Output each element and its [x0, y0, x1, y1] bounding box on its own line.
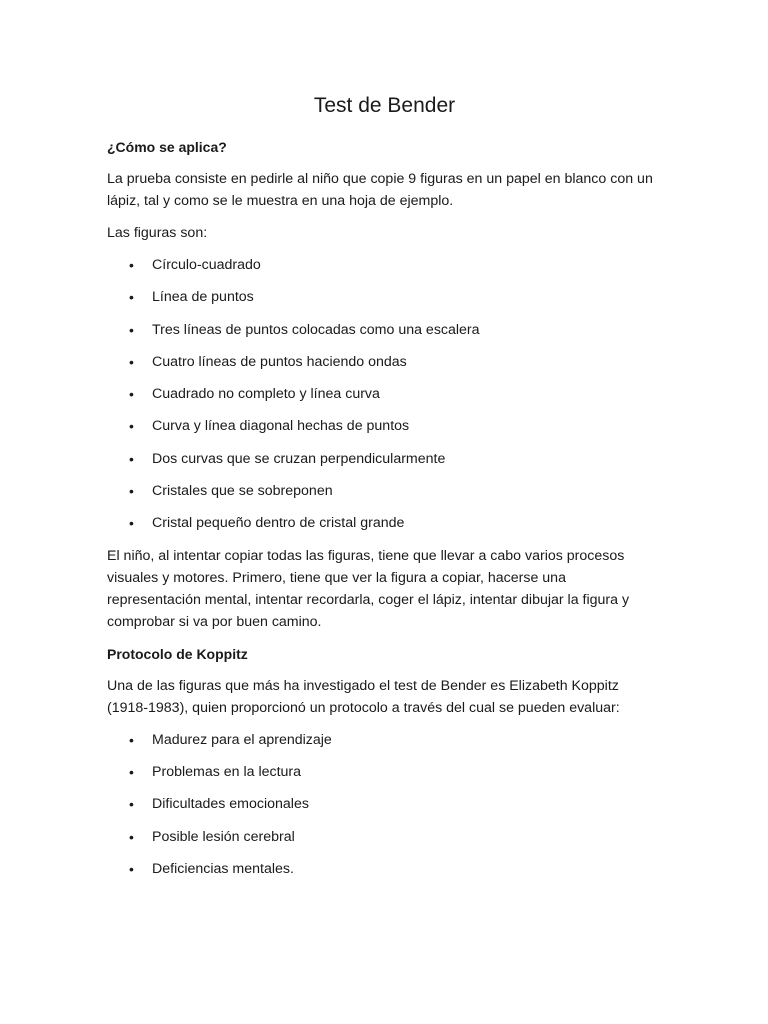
list-item [107, 319, 662, 341]
list-item [107, 286, 662, 308]
section-how-applied [107, 136, 662, 633]
list-item-text: Cuadrado no completo y línea curva [152, 386, 380, 403]
bullet-icon: • [129, 796, 134, 813]
list-item [107, 254, 662, 276]
list-item [107, 351, 662, 373]
list-item-text: Deficiencias mentales. [152, 860, 294, 877]
bullet-icon: • [129, 731, 134, 748]
list-item [107, 448, 662, 470]
paragraph-test-description: La prueba consiste en pedirle al niño que copie 9 figuras en un papel en blanco con un lápiz, tal y como se le muestra en una hoja de ejemplo. [107, 171, 653, 209]
list-item [107, 826, 662, 848]
list-item-text: Posible lesión cerebral [152, 828, 295, 845]
paragraph-figures-intro: Las figuras son: [107, 225, 208, 241]
list-item-text: Círculo-cuadrado [152, 257, 261, 273]
bullet-icon: • [129, 257, 134, 273]
list-item-text: Cristal pequeño dentro de cristal grande [152, 515, 405, 532]
bullet-icon: • [129, 289, 134, 306]
paragraph-koppitz-intro: Una de las figuras que más ha investigado el test de Bender es Elizabeth Koppitz (1918-1983), quien proporcionó un protocolo a través del cual se pueden evaluar: [107, 677, 620, 716]
section-heading-how-applied: ¿Cómo se aplica? [107, 139, 227, 155]
figures-list [107, 254, 662, 534]
list-item-text: Dos curvas que se cruzan perpendicularmente [152, 450, 446, 467]
list-item-text: Dificultades emocionales [152, 796, 309, 813]
bullet-icon: • [129, 418, 134, 435]
paragraph-copy-process: El niño, al intentar copiar todas las figuras, tiene que llevar a cabo varios procesos visuales y motores. Primero, tiene que ver la figura a copiar, hacerse una representación mental, intentar recordarla, coger el lápiz, intentar dibujar la figura y comprobar si va por buen camino. [107, 547, 630, 630]
list-item [107, 858, 662, 880]
list-item [107, 729, 662, 751]
list-item [107, 480, 662, 502]
bullet-icon: • [129, 353, 134, 370]
list-item-text: Curva y línea diagonal hechas de puntos [152, 418, 410, 435]
section-heading-koppitz: Protocolo de Koppitz [107, 645, 248, 662]
list-item-text: Cristales que se sobreponen [152, 483, 333, 500]
bullet-icon: • [129, 450, 134, 467]
bullet-icon: • [129, 763, 134, 780]
list-item-text: Tres líneas de puntos colocadas como una escalera [152, 321, 480, 338]
list-item [107, 761, 662, 783]
list-item [107, 415, 662, 437]
bullet-icon: • [129, 321, 134, 338]
list-item [107, 512, 662, 534]
document-title: Test de Bender [313, 94, 456, 117]
list-item-text: Problemas en la lectura [152, 763, 302, 780]
list-item [107, 793, 662, 815]
section-koppitz-protocol [107, 643, 662, 880]
list-item-text: Línea de puntos [152, 289, 254, 306]
bullet-icon: • [129, 386, 134, 403]
list-item-text: Madurez para el aprendizaje [152, 731, 332, 748]
bullet-icon: • [129, 483, 134, 500]
evaluation-list [107, 729, 662, 880]
list-item-text: Cuatro líneas de puntos haciendo ondas [152, 353, 407, 370]
bullet-icon: • [129, 828, 134, 845]
list-item [107, 383, 662, 405]
bullet-icon: • [129, 860, 134, 877]
bullet-icon: • [129, 515, 134, 532]
